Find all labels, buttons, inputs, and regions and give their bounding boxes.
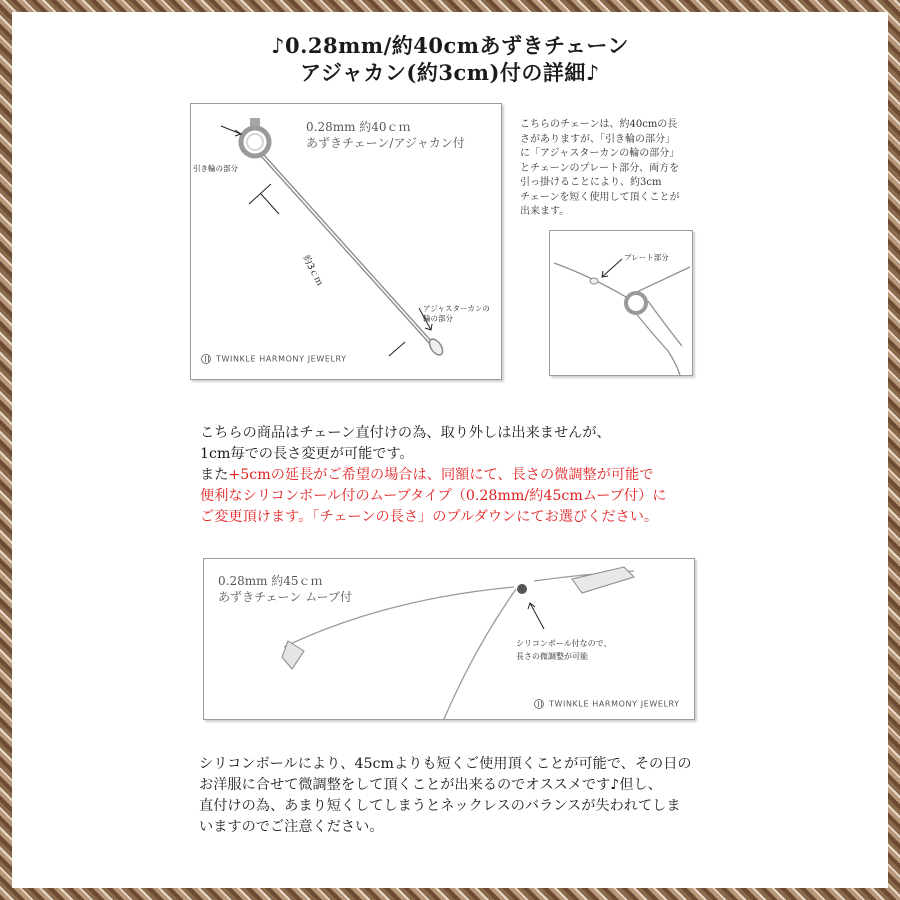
side-description-line: とチェーンのプレート部分、両方を [520,162,680,174]
footer-line: シリコンボールにより、45cmよりも短くご使用頂くことが可能で、その日の [199,756,692,772]
brand-watermark [534,699,680,709]
silicone-ball [517,584,527,594]
page-title-line2: アジャカン(約3cm)付の詳細♪ [300,60,600,85]
footer-paragraph [199,754,692,838]
brand-watermark [201,354,347,364]
side-description-line: に「アジャスターカンの輪の部分」 [520,148,680,159]
silicone-note-line2: 長さの微調整が可能 [516,652,588,661]
footer-line: 直付けの為、あまり短くしてしまうとネックレスのバランスが失われてしま [199,798,681,814]
silicone-note [516,637,612,663]
side-description-line: 出来ます。 [520,206,570,217]
page-title-line1: ♪0.28mm/約40cmあずきチェーン [271,33,629,58]
notice-red-line: ご変更頂けます。「チェーンの長さ」のプルダウンにてお選びください。 [200,509,659,525]
plate-note: プレート部分 [624,253,669,262]
spring-ring-clasp [626,293,646,313]
length-3cm-note: 約3ｃｍ [300,254,325,288]
pull-ring-note: 引き輪の部分 [193,164,238,173]
chain-spec-type: あずきチェーン/アジャカン付 [306,136,465,150]
brand-name: TWINKLE HARMONY JEWELRY [216,354,347,364]
chain-spec-length: 0.28mm 約40ｃｍ [306,120,411,134]
side-description-line: チェーンを短く使用して頂くことが [520,191,680,203]
move-chain-spec-label [218,573,352,605]
brand-logo-icon [201,354,211,364]
adjuster-note [423,304,490,324]
chain-end-plate [282,641,304,669]
notice-paragraph [200,423,667,528]
notice-line-red [200,465,667,486]
adjuster-note-line1: アジャスターカンの [423,304,490,313]
move-chain-spec-type: あずきチェーン ムーブ付 [218,590,353,604]
notice-red-line: 便利なシリコンボール付のムーブタイプ（0.28mm/約45cmムーブ付）に [200,488,667,504]
notice-prefix: また [200,467,229,483]
move-chain-spec-length: 0.28mm 約45ｃｍ [218,574,323,588]
notice-line: こちらの商品はチェーン直付けの為、取り外しは出来ませんが、 [200,425,611,441]
move-chain-photo [203,558,695,720]
side-description-line: こちらのチェーンは、約40cmの長 [520,119,678,130]
brand-name: TWINKLE HARMONY JEWELRY [549,699,680,709]
slider-plate [572,567,634,593]
footer-line: お洋服に合せて微調整をして頂くことが出来るのでオススメです♪但し、 [199,777,662,793]
notice-red-text: +5cmの延長がご希望の場合は、同額にて、長さの微調整が可能で [228,467,654,483]
side-description-line: 引っ掛けることにより、約3cm [520,177,662,188]
chain-spec-label [306,119,465,151]
plate-illustration [550,231,692,375]
plate-detail-photo [549,230,693,376]
brand-logo-icon [534,699,544,709]
side-description-line: さがありますが、「引き輪の部分」 [520,133,675,145]
plate-tag [590,278,598,284]
notice-line: 1cm毎での長さ変更が可能です。 [200,446,414,462]
chain-links [261,155,442,354]
chain-detail-photo [190,103,502,380]
side-description [520,118,680,220]
footer-line: いますのでご注意ください。 [199,819,384,835]
spring-ring-clasp [241,128,269,156]
silicone-note-line1: シリコンボール付なので、 [516,639,612,648]
adjuster-note-line2: 輪の部分 [423,314,453,323]
